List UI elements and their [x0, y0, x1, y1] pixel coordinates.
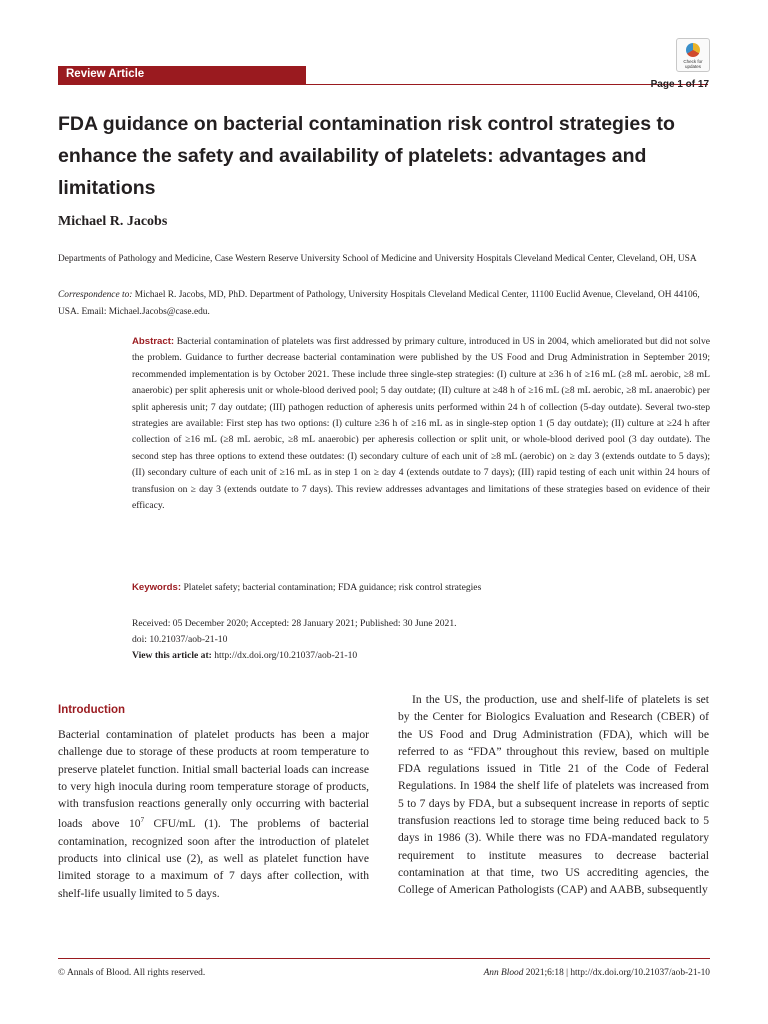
footer-rule	[58, 958, 710, 959]
publication-info	[132, 616, 710, 665]
view-article-link[interactable]: http://dx.doi.org/10.21037/aob-21-10	[214, 650, 358, 662]
abstract-text: Bacterial contamination of platelets was first addressed by primary culture, introduced in US in 2004, which ameliorated but did not solve the problem. Guidance to further decrease bacterial contamination were published by the US Food and Drug Administration in September 2019; recommended implementation is by October 2021. These include three single-step strategies: (I) culture at ≥36 h of ≥16 mL (≥8 mL aerobic, ≥8 mL anaerobic) per split apheresis unit or whole-blood derived pool; 5 day outdate; (II) culture at ≥48 h of ≥16 mL (≥8 mL aerobic, ≥8 mL anaerobic) per split apheresis unit; 7 day outdate; (III) pathogen reduction of apheresis units performed within 24 h of collection (5-day outdate). Several two-step strategies are available: First step has two options: (I) culture ≥36 h of ≥16 mL as in single-step option 1 (5 day outdate); (II) culture at ≥24 h after collection of ≥16 mL (≥8 mL aerobic, ≥8 mL anaerobic) per apheresis collection or split unit, or whole-blood derived pool (3 day outdate). The second step has three options to extend these outdates: (I) secondary culture of each unit of ≥8 mL (aerobic) on ≥ day 3 (extends outdate to 5 days); (II) secondary culture of each unit of ≥16 mL as in step 1 on ≥ day 4 (extends outdate to 7 days); (III) rapid testing of each unit within 24 hours of transfusion on ≥ day 3 (extends outdate to 7 days). This review addresses advantages and limitations of these strategies based on evidence of their efficacy.	[132, 336, 710, 512]
view-article-line	[132, 648, 710, 664]
copyright: © Annals of Blood. All rights reserved.	[58, 968, 206, 978]
article-title: FDA guidance on bacterial contamination risk control strategies to enhance the safety and availability of platelets: advantages and limitations	[58, 113, 675, 199]
keywords-text: Platelet safety; bacterial contamination; FDA guidance; risk control strategies	[183, 582, 482, 593]
header-rule	[306, 84, 708, 85]
check-for-updates-badge[interactable]	[676, 38, 710, 72]
doi: doi: 10.21037/aob-21-10	[132, 634, 228, 646]
received-dates: Received: 05 December 2020; Accepted: 28 January 2021; Published: 30 June 2021.	[132, 618, 457, 629]
affiliation: Departments of Pathology and Medicine, Case Western Reserve University School of Medicine and University Hospitals Cleveland Medical Center, Cleveland, OH, USA	[58, 254, 697, 264]
citation	[484, 968, 710, 978]
article-type-label: Review Article	[66, 68, 145, 80]
author-name: Michael R. Jacobs	[58, 214, 168, 229]
journal-name: Ann Blood	[483, 968, 524, 978]
check-for-updates-text: Check for updates	[683, 59, 703, 69]
abstract-label: Abstract:	[132, 336, 175, 347]
abstract	[132, 334, 710, 514]
intro-left-text-a: Bacterial contamination of platelet products has been a major challenge due to storage of these products at room temperature to preserve platelet function. Initial small bacterial loads can increase to very high inocula during room temperature storage of products, with transfusion reactions generally only occurring with bacterial loads above 10	[58, 728, 369, 831]
page-number: Page 1 of 17	[650, 79, 709, 90]
correspondence-label: Correspondence to:	[58, 290, 133, 300]
keywords-label: Keywords:	[132, 582, 182, 593]
introduction-right-column: In the US, the production, use and shelf-life of platelets is set by the Center for Biologics Evaluation and Research (CBER) of the US Food and Drug Administration (FDA), which will be referred to as “FDA” throughout this review, based on multiple FDA regulations issued in Title 21 of the Code of Federal Regulations. In 1984 the shelf life of platelets was increased from 5 to 7 days by FDA, but a subsequent increase in reports of septic transfusion reactions led to storage time being reduced back to 5 days in 1986 (3). While there was no FDA-mandated regulatory requirement to institute measures to decrease bacterial contamination at that time, two US accrediting agencies, the College of American Pathologists (CAP) and AABB, subsequently	[398, 693, 709, 897]
correspondence	[58, 287, 713, 320]
view-article-label: View this article at:	[132, 650, 212, 662]
article-type-badge	[58, 66, 306, 85]
citation-text: 2021;6:18 | http://dx.doi.org/10.21037/aob-21-10	[525, 968, 710, 978]
introduction-left-column	[58, 726, 369, 902]
introduction-heading: Introduction	[58, 704, 126, 716]
exponent: 7	[140, 816, 145, 825]
crossmark-icon	[686, 43, 700, 57]
correspondence-text: Michael R. Jacobs, MD, PhD. Department of Pathology, University Hospitals Cleveland Medical Center, 11100 Euclid Avenue, Cleveland, OH 44106, USA. Email: Michael.Jacobs@case.edu.	[58, 290, 700, 317]
keywords	[132, 582, 710, 593]
intro-left-text-b: CFU/mL (1). The problems of bacterial contamination, recognized soon after the introduction of platelet products into clinical use (2), as well as platelet function have limited storage to a maximum of 7 days after collection, with shelf-life usually limited to 5 days.	[58, 817, 369, 900]
